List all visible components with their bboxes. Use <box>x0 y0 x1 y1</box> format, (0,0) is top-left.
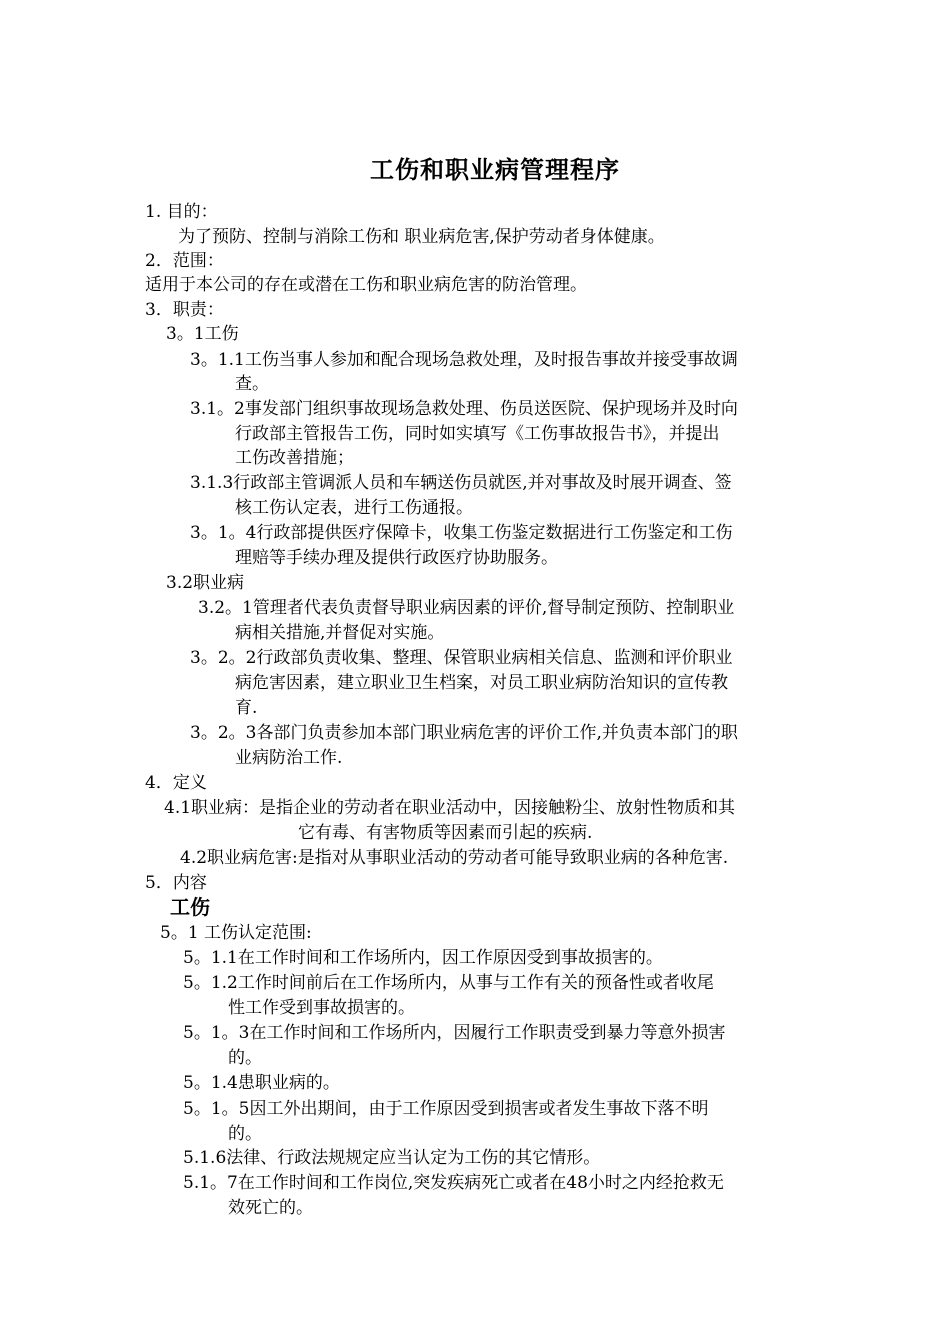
subsection-heading: 5。1 工伤认定范围: <box>160 923 312 943</box>
paragraph-line: 3.1。2事发部门组织事故现场急救处理、伤员送医院、保护现场并及时向 <box>190 399 738 419</box>
paragraph-line: 的。 <box>228 1048 262 1068</box>
paragraph-line: 为了预防、控制与消除工伤和 职业病危害,保护劳动者身体健康。 <box>178 227 665 247</box>
paragraph-line: 3.2。1管理者代表负责督导职业病因素的评价,督导制定预防、控制职业 <box>198 598 735 618</box>
paragraph-line: 业病防治工作. <box>235 748 343 768</box>
paragraph-line: 3。1.1工伤当事人参加和配合现场急救处理，及时报告事故并接受事故调 <box>190 350 738 370</box>
section-heading: 3．职责： <box>145 300 224 320</box>
paragraph-line: 3。2。2行政部负责收集、整理、保管职业病相关信息、监测和评价职业 <box>190 648 733 668</box>
section-heading: 4．定义 <box>145 773 207 793</box>
paragraph-line: 病相关措施,并督促对实施。 <box>235 623 445 643</box>
paragraph-line: 查。 <box>235 374 269 394</box>
paragraph-line: 4.2职业病危害:是指对从事职业活动的劳动者可能导致职业病的各种危害. <box>180 848 729 868</box>
paragraph-line: 5。1.4患职业病的。 <box>183 1073 340 1093</box>
paragraph-line: 育. <box>235 698 258 718</box>
section-heading: 1. 目的： <box>145 202 218 222</box>
paragraph-line: 4.1职业病：是指企业的劳动者在职业活动中，因接触粉尘、放射性物质和其 <box>164 798 736 818</box>
subsection-heading: 3。1工伤 <box>166 324 239 344</box>
paragraph-line: 5。1。3在工作时间和工作场所内，因履行工作职责受到暴力等意外损害 <box>183 1023 726 1043</box>
paragraph-line: 3。1。4行政部提供医疗保障卡，收集工伤鉴定数据进行工伤鉴定和工伤 <box>190 523 733 543</box>
paragraph-line: 工伤改善措施； <box>235 448 354 468</box>
paragraph-line: 5。1.1在工作时间和工作场所内，因工作原因受到事故损害的。 <box>183 948 663 968</box>
section-heading: 2．范围： <box>145 251 224 271</box>
paragraph-line: 的。 <box>228 1124 262 1144</box>
section-heading: 5．内容 <box>145 873 207 893</box>
paragraph-line: 病危害因素，建立职业卫生档案，对员工职业病防治知识的宣传教 <box>235 673 728 693</box>
paragraph-line: 效死亡的。 <box>228 1198 313 1218</box>
paragraph-line: 适用于本公司的存在或潜在工伤和职业病危害的防治管理。 <box>145 275 587 295</box>
paragraph-line: 它有毒、有害物质等因素而引起的疾病. <box>298 823 593 843</box>
subheading-work-injury: 工伤 <box>170 895 210 919</box>
paragraph-line: 5.1.6法律、行政法规规定应当认定为工伤的其它情形。 <box>183 1148 601 1168</box>
paragraph-line: 3。2。3各部门负责参加本部门职业病危害的评价工作,并负责本部门的职 <box>190 723 738 743</box>
paragraph-line: 核工伤认定表，进行工伤通报。 <box>235 498 473 518</box>
paragraph-line: 5。1.2工作时间前后在工作场所内，从事与工作有关的预备性或者收尾 <box>183 973 714 993</box>
subsection-heading: 3.2职业病 <box>166 573 245 593</box>
paragraph-line: 5。1。5因工外出期间，由于工作原因受到损害或者发生事故下落不明 <box>183 1099 709 1119</box>
paragraph-line: 5.1。7在工作时间和工作岗位,突发疾病死亡或者在48小时之内经抢救无 <box>183 1173 724 1193</box>
paragraph-line: 3.1.3行政部主管调派人员和车辆送伤员就医,并对事故及时展开调查、签 <box>190 473 732 493</box>
paragraph-line: 性工作受到事故损害的。 <box>228 998 415 1018</box>
paragraph-line: 理赔等手续办理及提供行政医疗协助服务。 <box>235 548 558 568</box>
paragraph-line: 行政部主管报告工伤，同时如实填写《工伤事故报告书》，并提出 <box>235 424 720 444</box>
page-title: 工伤和职业病管理程序 <box>370 156 620 184</box>
